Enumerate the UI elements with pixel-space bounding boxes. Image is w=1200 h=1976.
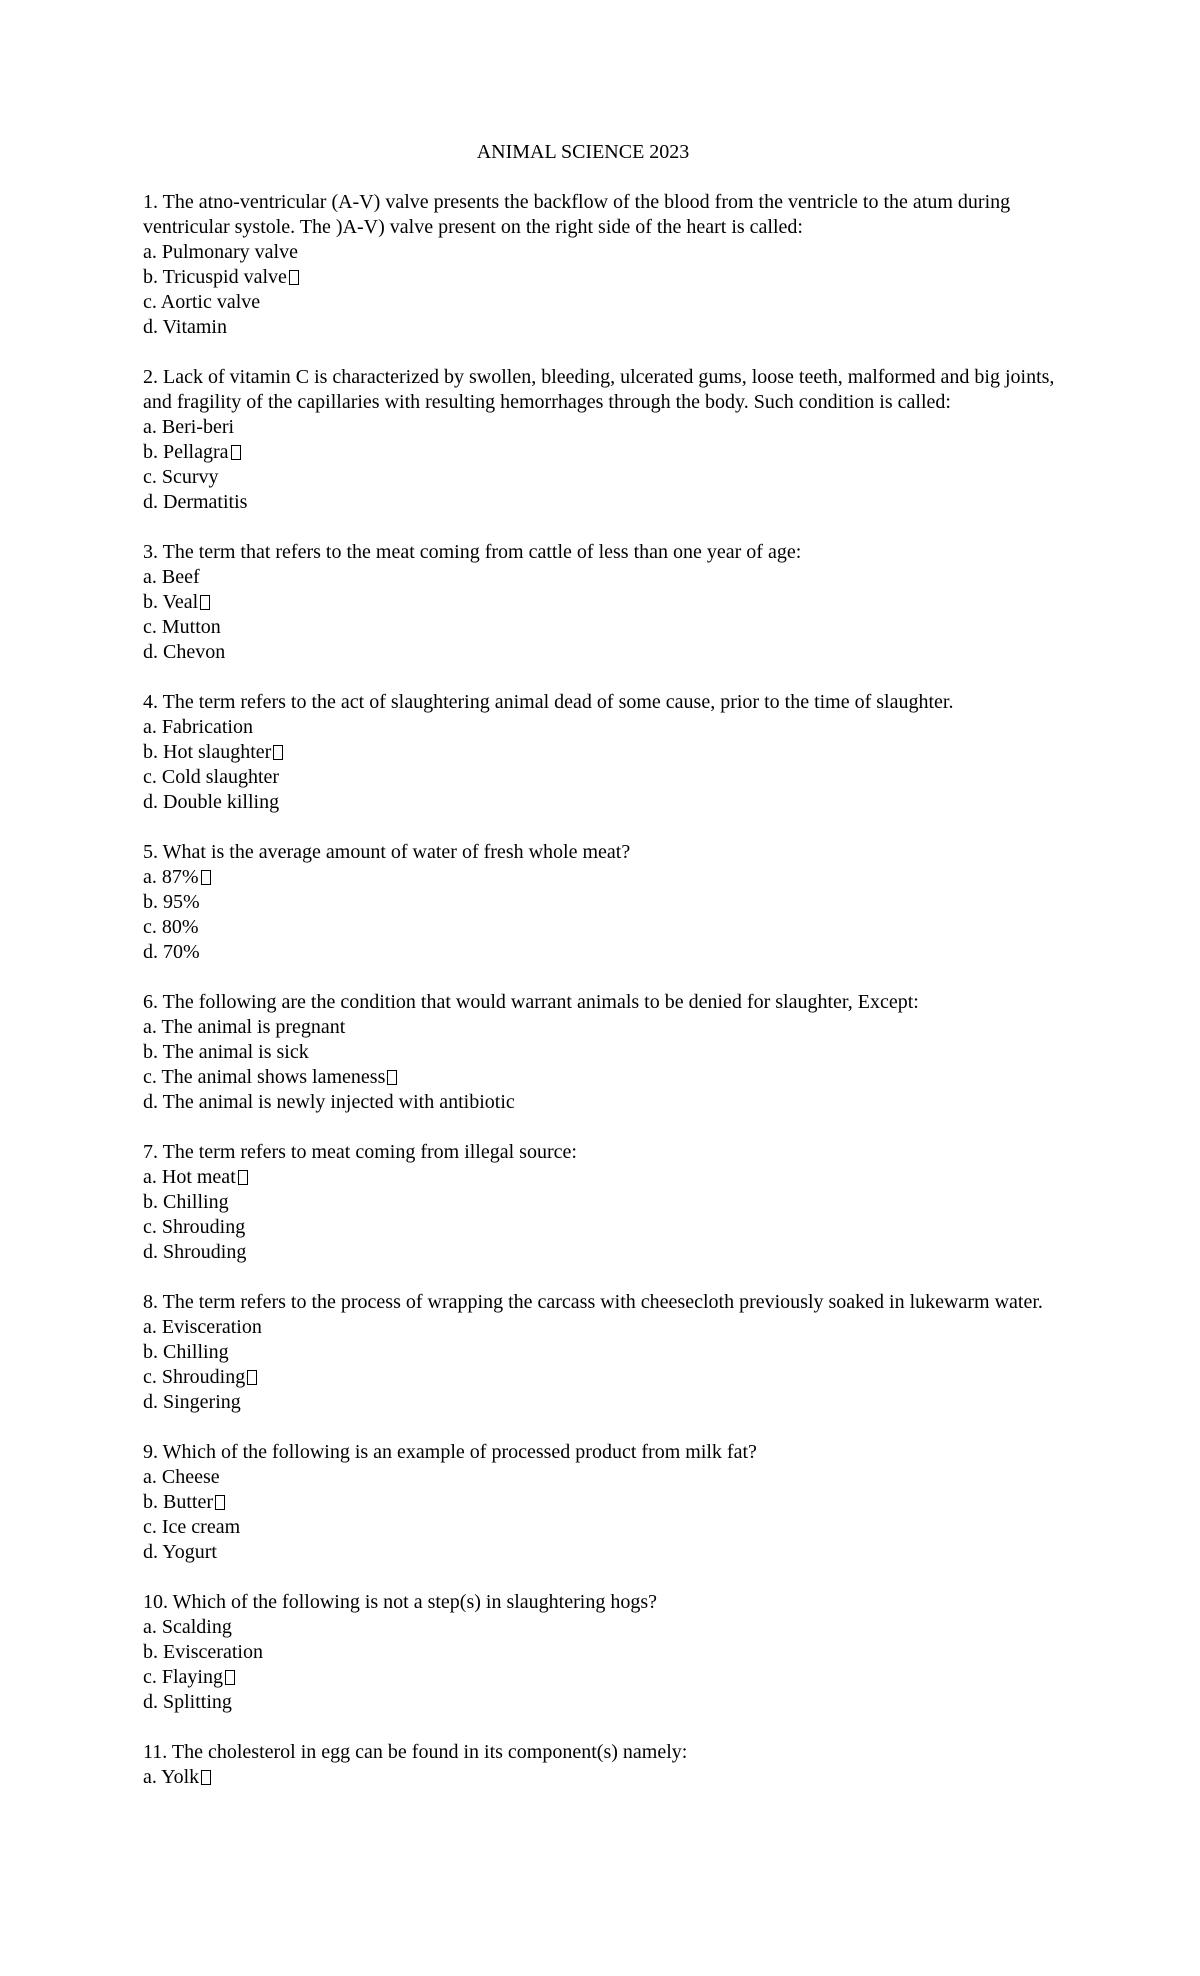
question-block (143, 1440, 1073, 1565)
answer-option (143, 1240, 1073, 1265)
question-text: 7. The term refers to meat coming from illegal source: (143, 1141, 577, 1163)
answer-options (143, 565, 1073, 665)
answer-option-label: c. Ice cream (143, 1516, 241, 1538)
answer-options (143, 240, 1073, 340)
answer-option (143, 640, 1073, 665)
answer-option-label: b. Evisceration (143, 1641, 263, 1663)
answer-option (143, 1540, 1073, 1565)
answer-option-label: d. Vitamin (143, 316, 227, 338)
answer-option (143, 240, 1073, 265)
answer-options (143, 1615, 1073, 1715)
answer-option (143, 1640, 1073, 1665)
question-text: 6. The following are the condition that would warrant animals to be denied for slaughter, Except: (143, 991, 919, 1013)
answer-options (143, 415, 1073, 515)
question-text: 11. The cholesterol in egg can be found in its component(s) namely: (143, 1741, 688, 1763)
answer-option (143, 740, 1073, 765)
answer-option (143, 1340, 1073, 1365)
answer-option (143, 1765, 1073, 1790)
answer-option (143, 1015, 1073, 1040)
answer-option (143, 915, 1073, 940)
question-block (143, 1740, 1073, 1790)
question-block (143, 840, 1073, 965)
answer-option (143, 440, 1073, 465)
answer-option (143, 290, 1073, 315)
answer-option-label: c. Cold slaughter (143, 766, 280, 788)
answer-option (143, 1465, 1073, 1490)
answer-option-label: d. Double killing (143, 791, 280, 813)
question-text: 1. The atno-ventricular (A-V) valve presents the backflow of the blood from the ventricle to the atum during ventricular systole. The )A-V) valve present on the right side of the heart is called: (143, 191, 1011, 238)
question-text: 10. Which of the following is not a step(s) in slaughtering hogs? (143, 1591, 657, 1613)
answer-option-label: a. Evisceration (143, 1316, 262, 1338)
answer-option (143, 1215, 1073, 1240)
answer-option (143, 865, 1073, 890)
answer-option-label: a. Scalding (143, 1616, 232, 1638)
answer-option (143, 1615, 1073, 1640)
answer-option-label: d. Yogurt (143, 1541, 217, 1563)
answer-option-label: b. 95% (143, 891, 200, 913)
question-text: 2. Lack of vitamin C is characterized by swollen, bleeding, ulcerated gums, loose teeth, malformed and big joints, and fragility of the capillaries with resulting hemorrhages through the body. Such condition is called: (143, 366, 1055, 413)
answer-option (143, 490, 1073, 515)
answer-mark-icon (201, 1770, 211, 1785)
question-text: 3. The term that refers to the meat coming from cattle of less than one year of age: (143, 541, 802, 563)
answer-option-label: c. The animal shows lameness (143, 1066, 386, 1088)
answer-options (143, 1165, 1073, 1265)
answer-option-label: b. Hot slaughter (143, 741, 272, 763)
question-text: 4. The term refers to the act of slaughtering animal dead of some cause, prior to the time of slaughter. (143, 691, 954, 713)
answer-option-label: d. Dermatitis (143, 491, 248, 513)
answer-option-label: a. Yolk (143, 1766, 200, 1788)
answer-options (143, 1015, 1073, 1115)
answer-option (143, 1165, 1073, 1190)
answer-option (143, 890, 1073, 915)
answer-option-label: b. Tricuspid valve (143, 266, 287, 288)
answer-option-label: b. Chilling (143, 1341, 229, 1363)
answer-option-label: d. 70% (143, 941, 200, 963)
document-page (143, 140, 1073, 1815)
question-text: 5. What is the average amount of water of fresh whole meat? (143, 841, 631, 863)
answer-option-label: b. Chilling (143, 1191, 229, 1213)
answer-option (143, 1090, 1073, 1115)
question-text: 8. The term refers to the process of wrapping the carcass with cheesecloth previously soaked in lukewarm water. (143, 1291, 1043, 1313)
question-block (143, 690, 1073, 815)
answer-option-label: c. Shrouding (143, 1366, 246, 1388)
answer-option-label: c. Aortic valve (143, 291, 261, 313)
answer-option-label: b. Veal (143, 591, 199, 613)
answer-option-label: a. Fabrication (143, 716, 253, 738)
answer-mark-icon (289, 270, 299, 285)
answer-option (143, 465, 1073, 490)
answer-mark-icon (231, 445, 241, 460)
answer-option (143, 1040, 1073, 1065)
answer-option (143, 790, 1073, 815)
answer-option-label: d. Shrouding (143, 1241, 247, 1263)
answer-option-label: c. Flaying (143, 1666, 223, 1688)
answer-options (143, 1765, 1073, 1790)
answer-option-label: c. 80% (143, 916, 199, 938)
answer-option (143, 765, 1073, 790)
answer-option (143, 590, 1073, 615)
answer-option (143, 1690, 1073, 1715)
question-block (143, 1590, 1073, 1715)
answer-option (143, 715, 1073, 740)
answer-option-label: a. 87% (143, 866, 199, 888)
answer-option (143, 1190, 1073, 1215)
answer-option-label: a. Beef (143, 566, 200, 588)
answer-option (143, 315, 1073, 340)
answer-options (143, 1315, 1073, 1415)
answer-mark-icon (273, 745, 283, 760)
question-text: 9. Which of the following is an example of processed product from milk fat? (143, 1441, 757, 1463)
answer-option-label: d. Splitting (143, 1691, 232, 1713)
question-block (143, 1290, 1073, 1415)
answer-option (143, 1665, 1073, 1690)
answer-option (143, 1390, 1073, 1415)
answer-option-label: d. Chevon (143, 641, 226, 663)
answer-options (143, 715, 1073, 815)
answer-mark-icon (238, 1170, 248, 1185)
answer-option-label: a. The animal is pregnant (143, 1016, 346, 1038)
answer-option (143, 1490, 1073, 1515)
document-title: ANIMAL SCIENCE 2023 (476, 141, 690, 163)
answer-option-label: a. Pulmonary valve (143, 241, 298, 263)
answer-option-label: c. Scurvy (143, 466, 219, 488)
answer-option (143, 1065, 1073, 1090)
answer-mark-icon (225, 1670, 235, 1685)
answer-option (143, 415, 1073, 440)
answer-option-label: a. Hot meat (143, 1166, 236, 1188)
answer-option-label: c. Mutton (143, 616, 221, 638)
question-block (143, 190, 1073, 340)
answer-option-label: b. The animal is sick (143, 1041, 309, 1063)
question-block (143, 540, 1073, 665)
answer-mark-icon (215, 1495, 225, 1510)
answer-option (143, 565, 1073, 590)
answer-option-label: b. Butter (143, 1491, 213, 1513)
answer-mark-icon (247, 1370, 257, 1385)
answer-option-label: c. Shrouding (143, 1216, 246, 1238)
question-block (143, 990, 1073, 1115)
answer-option (143, 1515, 1073, 1540)
answer-options (143, 865, 1073, 965)
answer-option (143, 1315, 1073, 1340)
answer-option (143, 265, 1073, 290)
question-block (143, 365, 1073, 515)
answer-options (143, 1465, 1073, 1565)
answer-option-label: d. The animal is newly injected with antibiotic (143, 1091, 515, 1113)
question-block (143, 1140, 1073, 1265)
answer-option (143, 940, 1073, 965)
answer-option (143, 1365, 1073, 1390)
question-list (143, 190, 1073, 1790)
answer-mark-icon (200, 595, 210, 610)
answer-mark-icon (201, 870, 211, 885)
answer-option-label: b. Pellagra (143, 441, 229, 463)
answer-mark-icon (387, 1070, 397, 1085)
answer-option (143, 615, 1073, 640)
answer-option-label: a. Beri-beri (143, 416, 235, 438)
answer-option-label: a. Cheese (143, 1466, 220, 1488)
answer-option-label: d. Singering (143, 1391, 241, 1413)
